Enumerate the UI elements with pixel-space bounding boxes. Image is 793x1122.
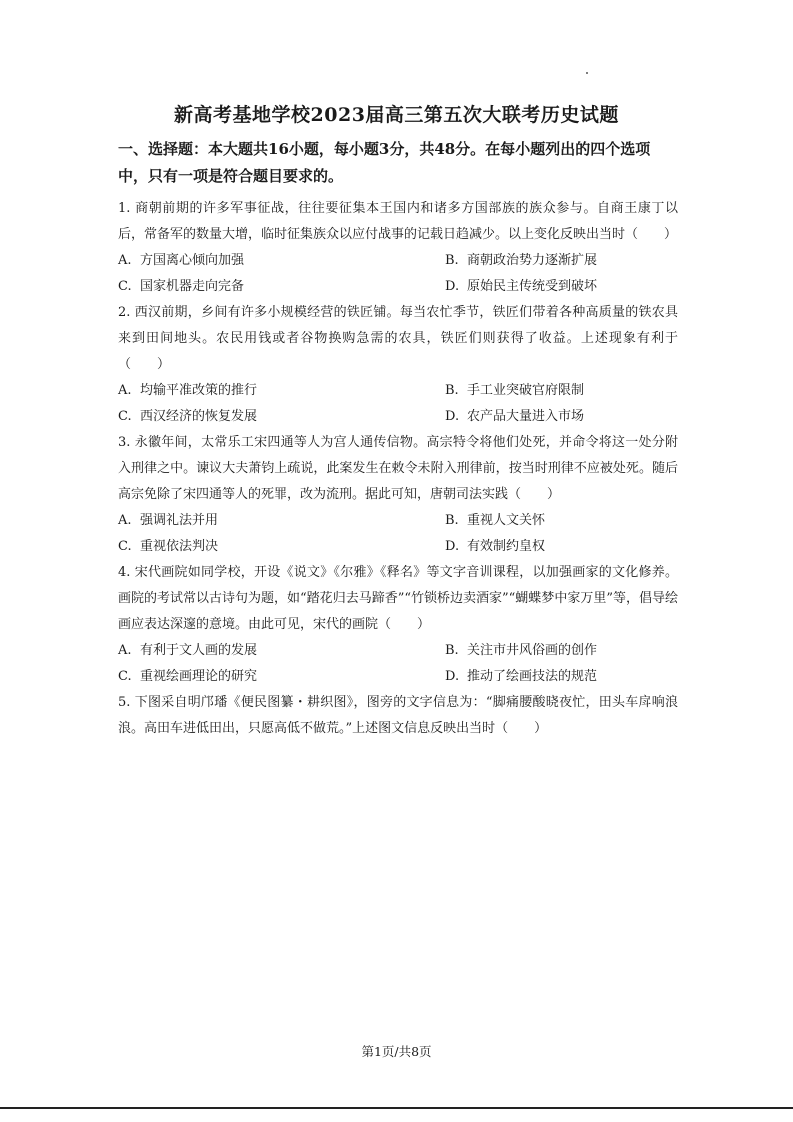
option-letter: A. xyxy=(118,383,132,398)
option-letter: B. xyxy=(445,643,459,658)
option-letter: C. xyxy=(118,409,132,424)
option-a[interactable] xyxy=(118,638,445,664)
option-d[interactable] xyxy=(445,274,678,300)
option-a[interactable] xyxy=(118,248,445,274)
option-c[interactable] xyxy=(118,274,445,300)
option-letter: D. xyxy=(445,279,460,294)
page-number: 第1页/共8页 xyxy=(361,1044,432,1059)
option-letter: B. xyxy=(445,383,459,398)
option-letter: A. xyxy=(118,643,132,658)
option-text: 国家机器走向完备 xyxy=(140,279,245,294)
option-text: 原始民主传统受到破坏 xyxy=(467,279,598,294)
option-text: 农产品大量进入市场 xyxy=(467,409,585,424)
option-letter: B. xyxy=(445,253,459,268)
option-letter: C. xyxy=(118,669,132,684)
option-text: 商朝政治势力逐渐扩展 xyxy=(467,253,598,268)
option-list xyxy=(118,378,678,430)
option-b[interactable] xyxy=(445,248,678,274)
option-text: 重视人文关怀 xyxy=(467,513,546,528)
option-b[interactable] xyxy=(445,378,678,404)
option-d[interactable] xyxy=(445,664,678,690)
option-b[interactable] xyxy=(445,508,678,534)
option-letter: A. xyxy=(118,513,132,528)
option-text: 均输平准改策的推行 xyxy=(140,383,258,398)
option-text: 重视绘画理论的研究 xyxy=(140,669,258,684)
option-text: 强调礼法并用 xyxy=(140,513,219,528)
option-letter: A. xyxy=(118,253,132,268)
option-letter: D. xyxy=(445,669,460,684)
option-d[interactable] xyxy=(445,404,678,430)
question-stem: 4. 宋代画院如同学校，开设《说文》《尔雅》《释名》等文字音训课程，以加强画家的文化修养。画院的考试常以古诗句为题，如“踏花归去马蹄香”“竹锁桥边卖酒家”“蝴蝶梦中家万里”等，倡导绘画应表达深邃的意境。由此可见，宋代的画院（ ） xyxy=(118,565,678,632)
question-stem: 3. 永徽年间，太常乐工宋四通等人为宫人通传信物。高宗特令将他们处死，并命令将这一处分附入刑律之中。谏议大夫萧钧上疏说，此案发生在敕令未附入刑律前，按当时刑律不应被处死。随后高宗免除了宋四通等人的死罪，改为流刑。据此可知，唐朝司法实践（ ） xyxy=(118,435,678,502)
option-b[interactable] xyxy=(445,638,678,664)
option-c[interactable] xyxy=(118,404,445,430)
section-heading: 一、选择题：本大题共16小题，每小题3分，共48分。在每小题列出的四个选项中，只有一项是符合题目要求的。 xyxy=(118,140,651,185)
page-bottom-rule xyxy=(0,1107,793,1109)
question-stem: 1. 商朝前期的许多军事征战，往往要征集本王国内和诸多方国部族的族众参与。自商王康丁以后，常备军的数量大增，临时征集族众以应付战事的记载日趋减少。以上变化反映出当时（ ） xyxy=(118,201,678,242)
option-d[interactable] xyxy=(445,534,678,560)
option-text: 西汉经济的恢复发展 xyxy=(140,409,258,424)
option-c[interactable] xyxy=(118,534,445,560)
option-text: 推动了绘画技法的规范 xyxy=(467,669,598,684)
option-letter: C. xyxy=(118,539,132,554)
question-list xyxy=(118,196,678,742)
option-letter: B. xyxy=(445,513,459,528)
option-list xyxy=(118,638,678,690)
option-letter: D. xyxy=(445,409,460,424)
option-a[interactable] xyxy=(118,508,445,534)
option-list xyxy=(118,248,678,300)
page-speck xyxy=(586,72,588,74)
option-a[interactable] xyxy=(118,378,445,404)
option-letter: D. xyxy=(445,539,460,554)
question-1 xyxy=(118,196,678,300)
question-5 xyxy=(118,690,678,742)
option-text: 关注市井风俗画的创作 xyxy=(467,643,598,658)
question-2 xyxy=(118,300,678,430)
option-text: 方国离心倾向加强 xyxy=(140,253,245,268)
option-c[interactable] xyxy=(118,664,445,690)
option-text: 有利于文人画的发展 xyxy=(140,643,258,658)
question-3 xyxy=(118,430,678,560)
option-text: 手工业突破官府限制 xyxy=(467,383,585,398)
question-stem: 2. 西汉前期，乡间有许多小规模经营的铁匠铺。每当农忙季节，铁匠们带着各种高质量的铁农具来到田间地头。农民用钱或者谷物换购急需的农具，铁匠们则获得了收益。上述现象有利于（ ） xyxy=(118,305,678,372)
option-list xyxy=(118,508,678,560)
exam-title: 新高考基地学校2023届高三第五次大联考历史试题 xyxy=(174,104,619,126)
question-stem: 5. 下图采自明邝璠《便民图纂・耕织图》，图旁的文字信息为：“脚痛腰酸晓夜忙，田头车戽响浪浪。高田车进低田出，只愿高低不做荒。”上述图文信息反映出当时（ ） xyxy=(118,695,678,736)
option-text: 重视依法判决 xyxy=(140,539,219,554)
question-4 xyxy=(118,560,678,690)
option-letter: C. xyxy=(118,279,132,294)
option-text: 有效制约皇权 xyxy=(467,539,546,554)
